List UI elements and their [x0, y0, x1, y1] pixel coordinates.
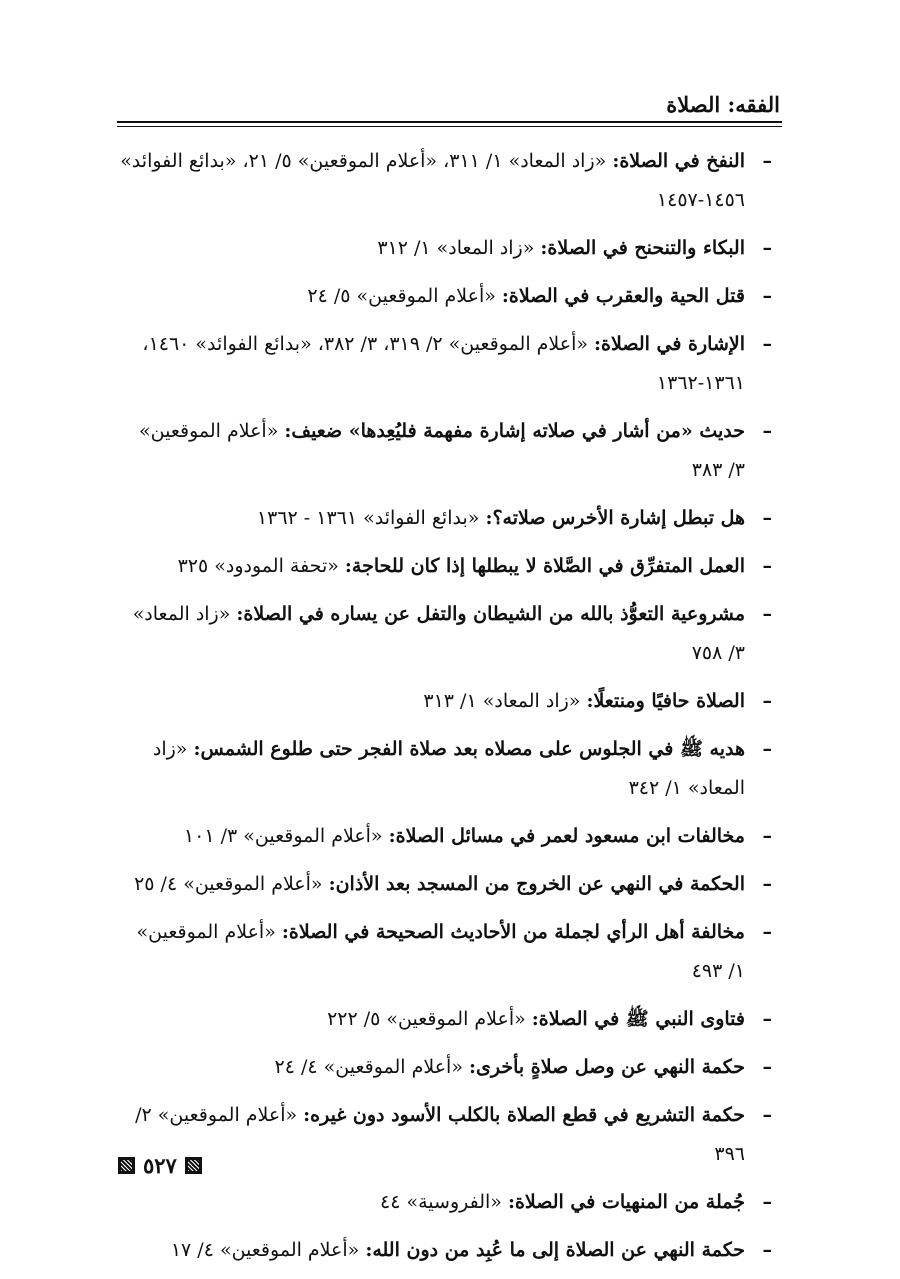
entry-topic: البكاء والتنحنح في الصلاة: — [540, 237, 745, 259]
entry-reference: «تحفة المودود» ٣٢٥ — [177, 555, 339, 577]
entry-topic: قتل الحية والعقرب في الصلاة: — [501, 285, 745, 307]
entry-topic: حديث «من أشار في صلاته إشارة مفهمة فليُعِدها» ضعيف: — [284, 420, 745, 442]
entry-reference: «أعلام الموقعين» ٣/ ٣٨٣ — [139, 420, 745, 481]
bullet-dash: – — [762, 921, 772, 943]
entry-topic: الصلاة حافيًا ومنتعلًا: — [586, 690, 745, 712]
entry-reference: «أعلام الموقعين» ٤/ ١٧ — [170, 1239, 360, 1261]
bullet-dash: – — [762, 690, 772, 712]
header-rule-thin — [117, 126, 782, 127]
index-entry — [118, 325, 772, 403]
index-entry — [118, 229, 772, 268]
entry-reference: «زاد المعاد» ١/ ٣١٢ — [377, 237, 535, 259]
entry-topic: النفخ في الصلاة: — [612, 150, 745, 172]
bullet-dash: – — [762, 1191, 772, 1213]
entry-reference: «أعلام الموقعين» ٢/ ٣١٩، ٣/ ٣٨٢، «بدائع الفوائد» ١٤٦٠، ١٣٦١-١٣٦٢ — [142, 333, 745, 394]
entry-topic: حكمة النهي عن وصل صلاةٍ بأخرى: — [469, 1056, 745, 1078]
entry-topic: حكمة التشريع في قطع الصلاة بالكلب الأسود دون غيره: — [303, 1104, 745, 1126]
entry-topic: الإشارة في الصلاة: — [594, 333, 745, 355]
index-entry-list — [118, 142, 772, 1279]
entry-topic: مخالفات ابن مسعود لعمر في مسائل الصلاة: — [388, 825, 745, 847]
entry-reference: «أعلام الموقعين» ٤/ ٢٥ — [134, 873, 323, 895]
index-entry — [118, 682, 772, 721]
page-footer — [118, 1153, 202, 1178]
index-entry — [118, 547, 772, 586]
entry-reference: «أعلام الموقعين» ٥/ ٢٢٢ — [327, 1008, 526, 1030]
entry-topic: جُملة من المنهيات في الصلاة: — [507, 1191, 745, 1213]
bullet-dash: – — [762, 333, 772, 355]
bullet-dash: – — [762, 507, 772, 529]
index-entry — [118, 1231, 772, 1270]
bullet-dash: – — [762, 1008, 772, 1030]
running-header: الفقه: الصلاة — [666, 92, 780, 117]
index-entry — [118, 1000, 772, 1039]
entry-topic: فتاوى النبي ﷺ في الصلاة: — [531, 1008, 745, 1030]
index-entry — [118, 412, 772, 490]
entry-reference: «زاد المعاد» ٣/ ٧٥٨ — [132, 603, 745, 664]
bullet-dash: – — [762, 825, 772, 847]
index-entry — [118, 865, 772, 904]
entry-topic: مشروعية التعوُّذ بالله من الشيطان والتفل عن يساره في الصلاة: — [236, 603, 745, 625]
bullet-dash: – — [762, 237, 772, 259]
bullet-dash: – — [762, 150, 772, 172]
bullet-dash: – — [762, 1239, 772, 1261]
index-entry — [118, 277, 772, 316]
bullet-dash: – — [762, 285, 772, 307]
entry-reference: «الفروسية» ٤٤ — [380, 1191, 502, 1213]
bullet-dash: – — [762, 420, 772, 442]
entry-reference: «زاد المعاد» ١/ ٣١٣ — [423, 690, 581, 712]
entry-reference: «زاد المعاد» ١/ ٣٤٢ — [152, 738, 745, 799]
bullet-dash: – — [762, 1056, 772, 1078]
index-entry — [118, 595, 772, 673]
entry-topic: حكمة النهي عن الصلاة إلى ما عُبِد من دون الله: — [365, 1239, 745, 1261]
index-entry — [118, 1183, 772, 1222]
entry-topic: مخالفة أهل الرأي لجملة من الأحاديث الصحيحة في الصلاة: — [281, 921, 745, 943]
index-entry — [118, 1048, 772, 1087]
bullet-dash: – — [762, 1104, 772, 1126]
entry-reference: «بدائع الفوائد» ١٣٦١ - ١٣٦٢ — [256, 507, 480, 529]
entry-reference: «أعلام الموقعين» ٢/ ٣٩٦ — [135, 1104, 745, 1165]
entry-topic: هديه ﷺ في الجلوس على مصلاه بعد صلاة الفجر حتى طلوع الشمس: — [193, 738, 745, 760]
entry-topic: هل تبطل إشارة الأخرس صلاته؟: — [485, 507, 745, 529]
index-entry — [118, 499, 772, 538]
ornament-icon — [118, 1157, 135, 1174]
ornament-icon — [185, 1157, 202, 1174]
entry-reference: «أعلام الموقعين» ٤/ ٢٤ — [274, 1056, 463, 1078]
entry-topic: الحكمة في النهي عن الخروج من المسجد بعد الأذان: — [328, 873, 745, 895]
page-number: ٥٢٧ — [143, 1153, 177, 1178]
bullet-dash: – — [762, 738, 772, 760]
index-entry — [118, 913, 772, 991]
index-entry — [118, 1096, 772, 1174]
entry-topic: العمل المتفرِّق في الصَّلاة لا يبطلها إذا كان للحاجة: — [344, 555, 745, 577]
entry-reference: «زاد المعاد» ١/ ٣١١، «أعلام الموقعين» ٥/ ٢١، «بدائع الفوائد» ١٤٥٦-١٤٥٧ — [120, 150, 745, 211]
entry-reference: «أعلام الموقعين» ٥/ ٢٤ — [307, 285, 496, 307]
bullet-dash: – — [762, 603, 772, 625]
bullet-dash: – — [762, 873, 772, 895]
index-entry — [118, 142, 772, 220]
index-entry — [118, 817, 772, 856]
bullet-dash: – — [762, 555, 772, 577]
entry-reference: «أعلام الموقعين» ٣/ ١٠١ — [183, 825, 383, 847]
index-entry — [118, 730, 772, 808]
header-rule-thick — [117, 121, 782, 123]
entry-reference: «أعلام الموقعين» ١/ ٤٩٣ — [136, 921, 745, 982]
